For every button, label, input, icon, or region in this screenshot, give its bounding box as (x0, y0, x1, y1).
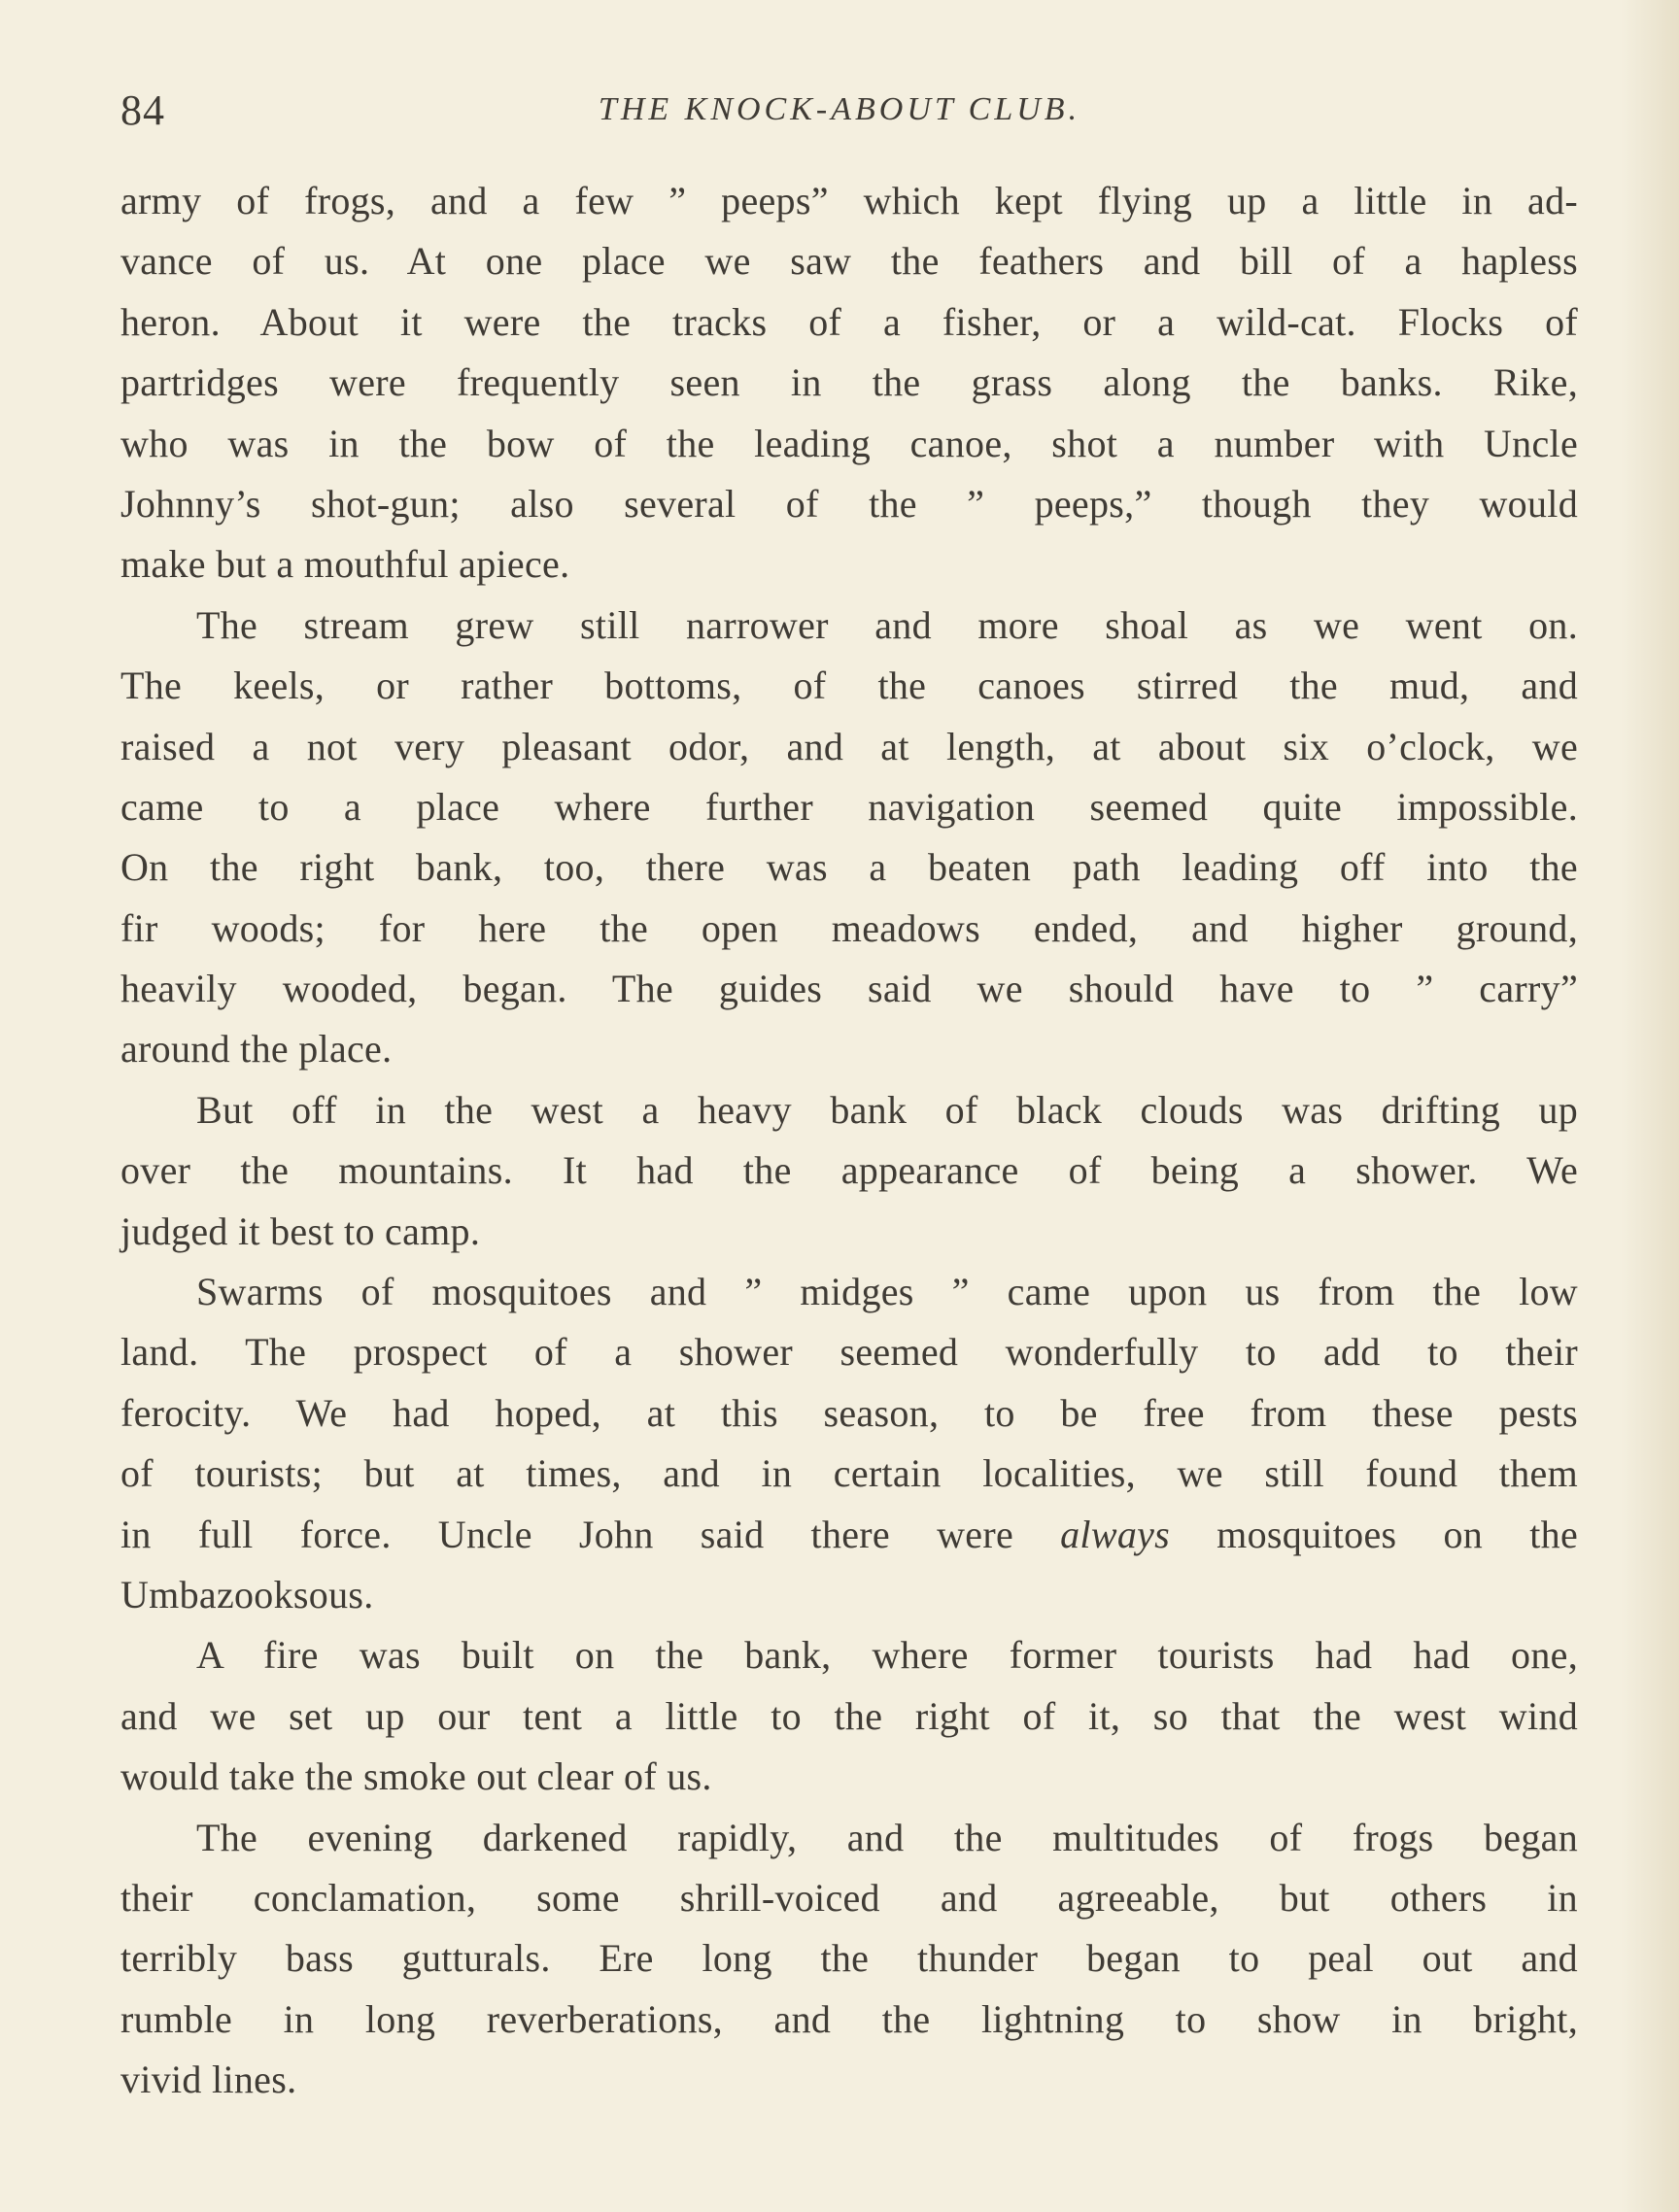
text-line: raised a not very pleasant odor, and at length, at about six o’clock, we (120, 724, 1578, 768)
text-line: and we set up our tent a little to the right of it, so that the west wind (120, 1693, 1578, 1738)
text-line: Umbazooksous. (120, 1572, 374, 1616)
page-number: 84 (120, 86, 165, 134)
text-segment: mosquitoes on the (1170, 1512, 1578, 1556)
text-segment: in full force. Uncle John said there were (120, 1512, 1061, 1556)
text-line: A fire was built on the bank, where former tourists had had one, (196, 1633, 1578, 1678)
text-line: But off in the west a heavy bank of black clouds was drifting up (196, 1087, 1578, 1132)
text-line: Swarms of mosquitoes and ” midges ” came upon us from the low (196, 1270, 1578, 1314)
text-line: over the mountains. It had the appearance of being a shower. We (120, 1148, 1578, 1193)
text-line: Johnny’s shot-gun; also several of the ” peeps,” though they would (120, 481, 1578, 526)
text-line: The evening darkened rapidly, and the multitudes of frogs began (196, 1815, 1578, 1859)
text-line: of tourists; but at times, and in certain localities, we still found them (120, 1451, 1578, 1496)
text-line: rumble in long reverberations, and the lightning to show in bright, (120, 1996, 1578, 2041)
text-line: The keels, or rather bottoms, of the canoes stirred the mud, and (120, 664, 1578, 708)
text-line: who was in the bow of the leading canoe, shot a number with Uncle (120, 421, 1578, 465)
text-line: heron. About it were the tracks of a fisher, or a wild-cat. Flocks of (120, 299, 1578, 344)
text-line: make but a mouthful apiece. (120, 542, 570, 587)
text-line: came to a place where further navigation seemed quite impossible. (120, 784, 1578, 829)
text-line (120, 1505, 1578, 1565)
body-text (120, 171, 1578, 2111)
text-line: judged it best to camp. (120, 1208, 481, 1253)
italic-word: always (1060, 1512, 1171, 1556)
text-line: their conclamation, some shrill-voiced and agreeable, but others in (120, 1875, 1578, 1920)
text-line: land. The prospect of a shower seemed wonderfully to add to their (120, 1330, 1578, 1375)
text-line: heavily wooded, began. The guides said we should have to ” carry” (120, 967, 1578, 1011)
text-line: On the right bank, too, there was a beaten path leading off into the (120, 845, 1578, 890)
text-line: terribly bass gutturals. Ere long the thunder began to peal out and (120, 1936, 1578, 1981)
text-line: would take the smoke out clear of us. (120, 1754, 712, 1799)
running-title: THE KNOCK-ABOUT CLUB. (598, 91, 1081, 127)
text-line: The stream grew still narrower and more shoal as we went on. (196, 602, 1578, 647)
text-line: fir woods; for here the open meadows ended, and higher ground, (120, 905, 1578, 950)
text-line: around the place. (120, 1027, 393, 1072)
text-line: vance of us. At one place we saw the feathers and bill of a hapless (120, 239, 1578, 284)
text-line: ferocity. We had hoped, at this season, to be free from these pests (120, 1390, 1578, 1435)
text-line: army of frogs, and a few ” peeps” which kept flying up a little in ad- (120, 179, 1578, 222)
page-edge-shadow (1621, 0, 1679, 2212)
text-line: vivid lines. (120, 2058, 297, 2102)
text-line: partridges were frequently seen in the grass along the banks. Rike, (120, 360, 1578, 405)
